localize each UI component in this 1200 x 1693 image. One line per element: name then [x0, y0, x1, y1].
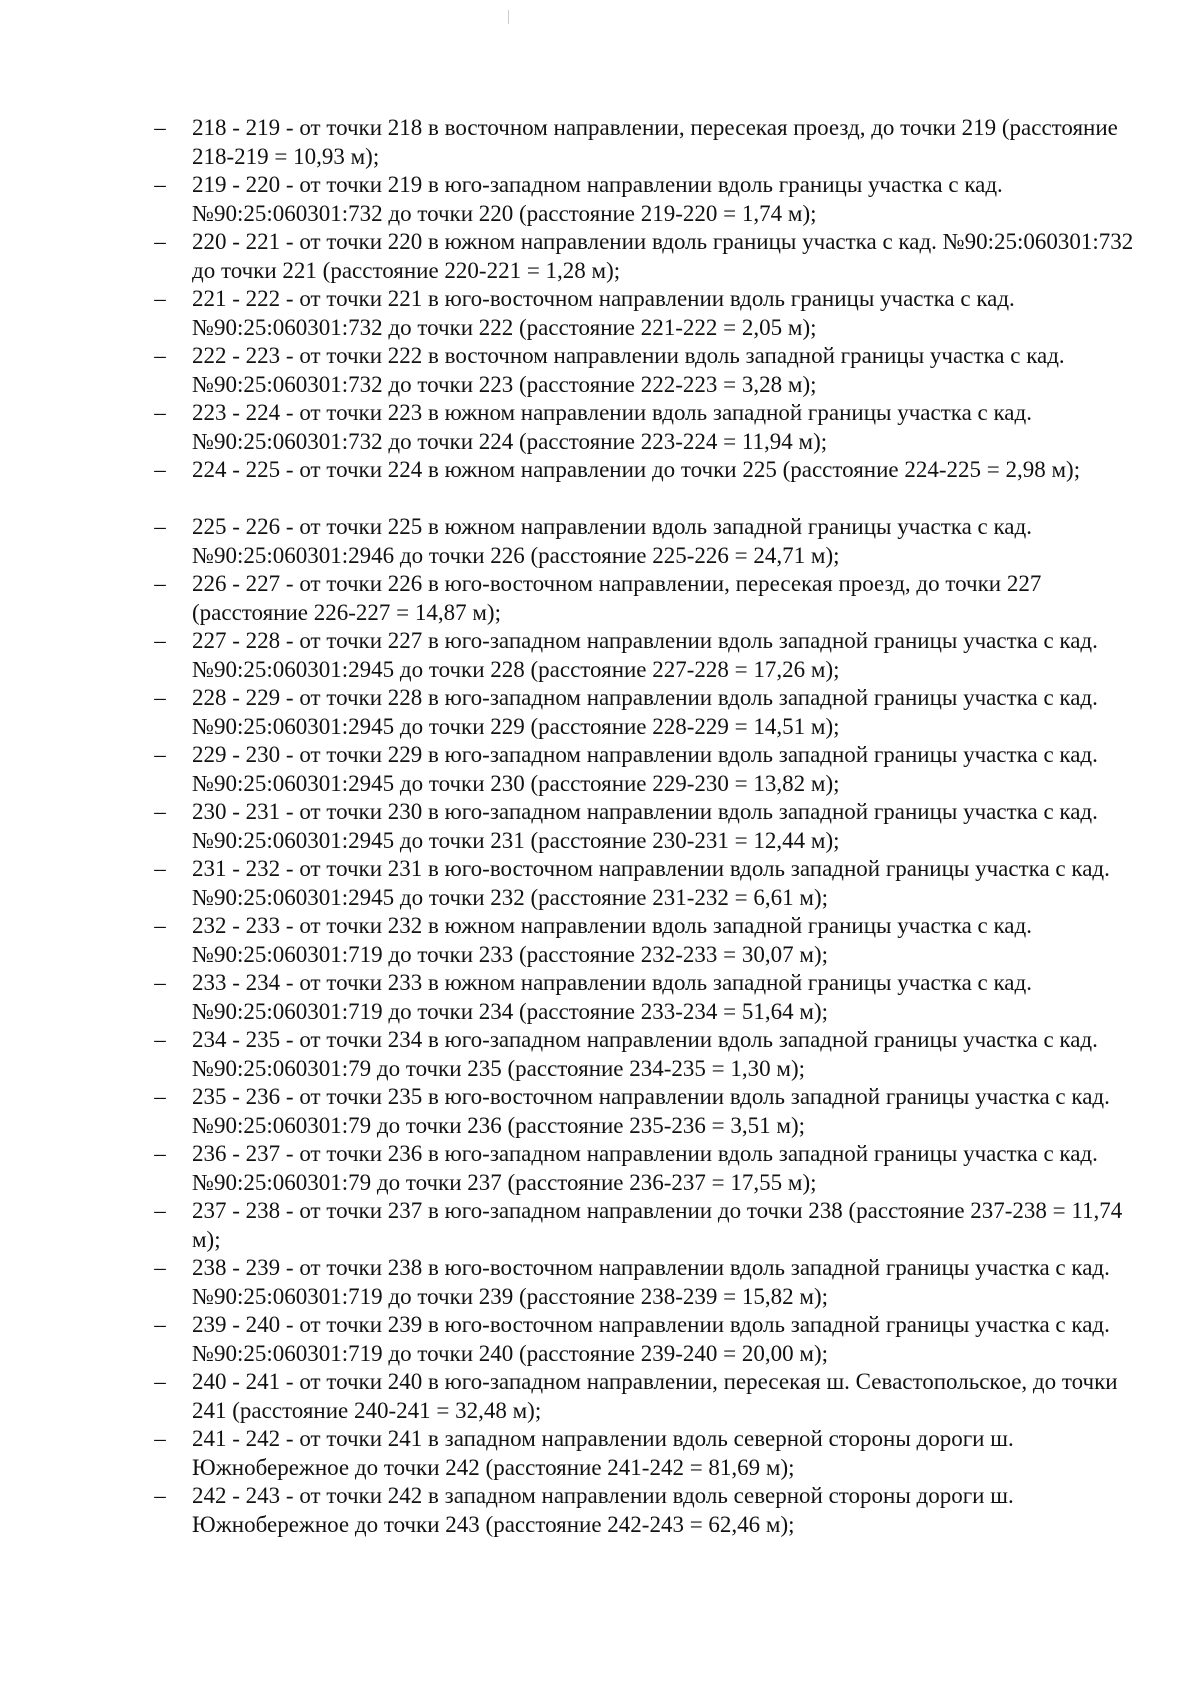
list-item-text: 221 - 222 - от точки 221 в юго-восточном направлении вдоль границы участка с кад. №90:25:060301:732 до точки 222 (расстояние 221-222 = 2,05 м); [192, 286, 1015, 340]
bullet-dash: – [154, 1255, 166, 1280]
list-item [150, 399, 1150, 456]
list-item-text: 240 - 241 - от точки 240 в юго-западном направлении, пересекая ш. Севастопольское, до точки 241 (расстояние 240-241 = 32,48 м); [192, 1369, 1118, 1423]
list-item-text: 218 - 219 - от точки 218 в восточном направлении, пересекая проезд, до точки 219 (расстояние 218-219 = 10,93 м); [192, 115, 1118, 169]
list-item [150, 1425, 1150, 1482]
list-item-text: 238 - 239 - от точки 238 в юго-восточном направлении вдоль западной границы участка с кад. №90:25:060301:719 до точки 239 (расстояние 238-239 = 15,82 м); [192, 1255, 1110, 1309]
list-item [150, 741, 1150, 798]
list-item-text: 222 - 223 - от точки 222 в восточном направлении вдоль западной границы участка с кад. №90:25:060301:732 до точки 223 (расстояние 222-223 = 3,28 м); [192, 343, 1065, 397]
list-item-text: 223 - 224 - от точки 223 в южном направлении вдоль западной границы участка с кад. №90:25:060301:732 до точки 224 (расстояние 223-224 = 11,94 м); [192, 400, 1032, 454]
bullet-dash: – [154, 628, 166, 653]
bullet-dash: – [154, 115, 166, 140]
list-item [150, 228, 1150, 285]
list-item [150, 114, 1150, 171]
bullet-dash: – [154, 1312, 166, 1337]
list-item [150, 1026, 1150, 1083]
list-item-text: 237 - 238 - от точки 237 в юго-западном направлении до точки 238 (расстояние 237-238 = 11,74 м); [192, 1198, 1123, 1252]
list-item [150, 1311, 1150, 1368]
list-item [150, 513, 1150, 570]
list-item [150, 1140, 1150, 1197]
bullet-dash: – [154, 1483, 166, 1508]
bullet-dash: – [154, 685, 166, 710]
list-item [150, 684, 1150, 741]
list-item-text: 242 - 243 - от точки 242 в западном направлении вдоль северной стороны дороги ш. Южнобережное до точки 243 (расстояние 242-243 = 62,46 м); [192, 1483, 1014, 1537]
bullet-dash: – [154, 799, 166, 824]
bullet-dash: – [154, 856, 166, 881]
list-item [150, 1368, 1150, 1425]
bullet-dash: – [154, 1198, 166, 1223]
bullet-dash: – [154, 1027, 166, 1052]
bullet-dash: – [154, 742, 166, 767]
bullet-dash: – [154, 571, 166, 596]
bullet-dash: – [154, 1084, 166, 1109]
list-item-text: 232 - 233 - от точки 232 в южном направлении вдоль западной границы участка с кад. №90:25:060301:719 до точки 233 (расстояние 232-233 = 30,07 м); [192, 913, 1032, 967]
list-item-text: 236 - 237 - от точки 236 в юго-западном направлении вдоль западной границы участка с кад. №90:25:060301:79 до точки 237 (расстояние 236-237 = 17,55 м); [192, 1141, 1098, 1195]
list-item [150, 627, 1150, 684]
bullet-dash: – [154, 229, 166, 254]
list-item [150, 798, 1150, 855]
list-item-text: 235 - 236 - от точки 235 в юго-восточном направлении вдоль западной границы участка с кад. №90:25:060301:79 до точки 236 (расстояние 235-236 = 3,51 м); [192, 1084, 1110, 1138]
list-item [150, 1083, 1150, 1140]
list-item [150, 1482, 1150, 1539]
list-item-text: 233 - 234 - от точки 233 в южном направлении вдоль западной границы участка с кад. №90:25:060301:719 до точки 234 (расстояние 233-234 = 51,64 м); [192, 970, 1032, 1024]
list-item-text: 228 - 229 - от точки 228 в юго-западном направлении вдоль западной границы участка с кад. №90:25:060301:2945 до точки 229 (расстояние 228-229 = 14,51 м); [192, 685, 1098, 739]
list-item-text: 241 - 242 - от точки 241 в западном направлении вдоль северной стороны дороги ш. Южнобережное до точки 242 (расстояние 241-242 = 81,69 м); [192, 1426, 1014, 1480]
list-item [150, 912, 1150, 969]
list-item-text: 224 - 225 - от точки 224 в южном направлении до точки 225 (расстояние 224-225 = 2,98 м); [192, 457, 1081, 482]
bullet-dash: – [154, 1369, 166, 1394]
list-item [150, 855, 1150, 912]
list-item-text: 225 - 226 - от точки 225 в южном направлении вдоль западной границы участка с кад. №90:25:060301:2946 до точки 226 (расстояние 225-226 = 24,71 м); [192, 514, 1032, 568]
list-item-text: 219 - 220 - от точки 219 в юго-западном направлении вдоль границы участка с кад. №90:25:060301:732 до точки 220 (расстояние 219-220 = 1,74 м); [192, 172, 1003, 226]
list-item [150, 969, 1150, 1026]
list-item [150, 570, 1150, 627]
list-item-text: 229 - 230 - от точки 229 в юго-западном направлении вдоль западной границы участка с кад. №90:25:060301:2945 до точки 230 (расстояние 229-230 = 13,82 м); [192, 742, 1098, 796]
bullet-dash: – [154, 286, 166, 311]
list-item-text: 227 - 228 - от точки 227 в юго-западном направлении вдоль западной границы участка с кад. №90:25:060301:2945 до точки 228 (расстояние 227-228 = 17,26 м); [192, 628, 1098, 682]
list-item [150, 171, 1150, 228]
bullet-dash: – [154, 514, 166, 539]
list-item [150, 1254, 1150, 1311]
bullet-dash: – [154, 172, 166, 197]
list-item [150, 1197, 1150, 1254]
list-item-text: 226 - 227 - от точки 226 в юго-восточном направлении, пересекая проезд, до точки 227 (расстояние 226-227 = 14,87 м); [192, 571, 1042, 625]
list-item-text: 230 - 231 - от точки 230 в юго-западном направлении вдоль западной границы участка с кад. №90:25:060301:2945 до точки 231 (расстояние 230-231 = 12,44 м); [192, 799, 1098, 853]
bullet-dash: – [154, 970, 166, 995]
boundary-description-list [150, 114, 1150, 1539]
bullet-dash: – [154, 400, 166, 425]
list-item-text: 231 - 232 - от точки 231 в юго-восточном направлении вдоль западной границы участка с кад. №90:25:060301:2945 до точки 232 (расстояние 231-232 = 6,61 м); [192, 856, 1110, 910]
scan-mark [508, 10, 509, 24]
list-item-text: 234 - 235 - от точки 234 в юго-западном направлении вдоль западной границы участка с кад. №90:25:060301:79 до точки 235 (расстояние 234-235 = 1,30 м); [192, 1027, 1098, 1081]
list-item-text: 220 - 221 - от точки 220 в южном направлении вдоль границы участка с кад. №90:25:060301:732 до точки 221 (расстояние 220-221 = 1,28 м); [192, 229, 1134, 283]
bullet-dash: – [154, 913, 166, 938]
list-item [150, 456, 1150, 513]
bullet-dash: – [154, 1141, 166, 1166]
list-item [150, 342, 1150, 399]
list-item [150, 285, 1150, 342]
bullet-dash: – [154, 457, 166, 482]
bullet-dash: – [154, 343, 166, 368]
list-item-text: 239 - 240 - от точки 239 в юго-восточном направлении вдоль западной границы участка с кад. №90:25:060301:719 до точки 240 (расстояние 239-240 = 20,00 м); [192, 1312, 1110, 1366]
bullet-dash: – [154, 1426, 166, 1451]
